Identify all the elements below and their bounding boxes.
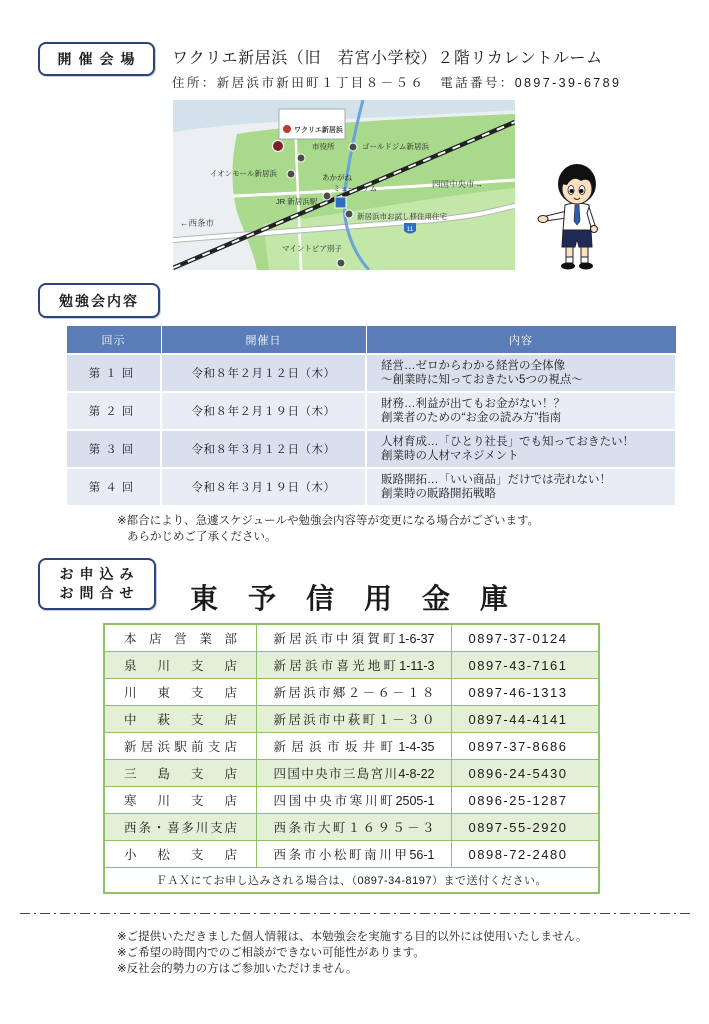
mascot-left-sock bbox=[566, 257, 573, 263]
branch-address-cell bbox=[256, 624, 451, 652]
saijo-label: ←西条市 bbox=[180, 218, 215, 228]
branch-address-cell bbox=[256, 733, 451, 760]
branch-phone: 0897-37-0124 bbox=[451, 624, 599, 652]
station-icon bbox=[335, 197, 346, 208]
table-row bbox=[66, 392, 676, 430]
branch-name: 西条・喜多川支店 bbox=[124, 821, 237, 835]
branch-phone: 0897-55-2920 bbox=[451, 814, 599, 841]
branch-name-cell bbox=[104, 733, 256, 760]
mascot-right-pupil bbox=[580, 189, 584, 193]
branch-name-cell bbox=[104, 787, 256, 814]
table-row bbox=[104, 814, 599, 841]
branch-address-cell bbox=[256, 841, 451, 868]
bank-name: 東予信用金庫 bbox=[190, 582, 539, 615]
content-line-2: 創業者のための“お金の読み方”指南 bbox=[381, 412, 562, 424]
branch-address-cell bbox=[256, 652, 451, 679]
aeon-marker bbox=[287, 170, 295, 178]
branch-address-cell bbox=[256, 706, 451, 733]
branch-table bbox=[103, 623, 600, 894]
contact-heading-line-1: お申込み bbox=[59, 566, 140, 582]
shikokuchuo-label: 四国中央市→ bbox=[432, 179, 484, 189]
table-row bbox=[104, 624, 599, 652]
session-cell: 第４回 bbox=[66, 468, 161, 506]
branch-name-cell bbox=[104, 652, 256, 679]
mascot-right-leg bbox=[581, 247, 588, 258]
branch-address: 西条市小松町南川甲56-1 bbox=[273, 848, 435, 862]
schedule-table bbox=[65, 325, 677, 507]
date-cell: 令和８年２月１９日（木） bbox=[161, 392, 366, 430]
session-cell: 第２回 bbox=[66, 392, 161, 430]
table-row bbox=[104, 706, 599, 733]
schedule-heading-box bbox=[38, 283, 160, 318]
content-line-1: 経営…ゼロからわかる経営の全体像 bbox=[381, 360, 565, 372]
table-row bbox=[104, 841, 599, 868]
branch-phone: 0896-24-5430 bbox=[451, 760, 599, 787]
branch-address: 四国中央市寒川町2505-1 bbox=[273, 794, 435, 808]
branch-phone: 0897-46-1313 bbox=[451, 679, 599, 706]
branch-address: 新居浜市中萩町１－３０ bbox=[273, 713, 435, 727]
content-cell bbox=[366, 354, 676, 392]
venue-pin-icon bbox=[273, 141, 284, 152]
branch-name: 三島支店 bbox=[124, 767, 237, 781]
date-cell: 令和８年３月１２日（木） bbox=[161, 430, 366, 468]
minetopia-marker bbox=[337, 259, 345, 267]
branch-name-cell bbox=[104, 624, 256, 652]
schedule-heading: 勉強会内容 bbox=[59, 292, 139, 309]
branch-address: 新居浜市喜光地町1-11-3 bbox=[273, 659, 435, 673]
header-date: 開催日 bbox=[161, 326, 366, 355]
table-row bbox=[104, 760, 599, 787]
contact-heading-line-2: お問合せ bbox=[59, 585, 140, 601]
branch-phone: 0897-37-8686 bbox=[451, 733, 599, 760]
venue-name: ワクリエ新居浜（旧 若宮小学校）２階リカレントルーム bbox=[172, 50, 603, 67]
station-label: JR 新居浜駅 bbox=[276, 197, 318, 206]
schedule-header-row bbox=[66, 326, 676, 355]
content-line-2: 創業時の人材マネジメント bbox=[381, 450, 519, 462]
map-logo-label: ワクリエ新居浜 bbox=[294, 127, 343, 134]
mascot-left-shoe bbox=[561, 263, 575, 270]
table-row bbox=[66, 430, 676, 468]
mascot-boy-illustration bbox=[537, 155, 613, 273]
mascot-right-sock bbox=[581, 257, 588, 263]
trial-housing-label: 新居浜市お試し移住用住宅 bbox=[357, 212, 447, 221]
city-hall-label: 市役所 bbox=[312, 142, 335, 151]
branch-address: 新居浜市中須賀町1-6-37 bbox=[273, 632, 435, 646]
branch-name-cell bbox=[104, 679, 256, 706]
branch-phone: 0898-72-2480 bbox=[451, 841, 599, 868]
footer-note: ※ご提供いただきました個人情報は、本勉強会を実施する目的以外には使用いたしません。 bbox=[117, 931, 588, 943]
branch-name: 新居浜駅前支店 bbox=[124, 740, 237, 754]
date-cell: 令和８年２月１２日（木） bbox=[161, 354, 366, 392]
content-line-2: 創業時の販路開拓戦略 bbox=[381, 488, 496, 500]
branch-address: 新居浜市郷２－６－１８ bbox=[273, 686, 435, 700]
fax-note: ＦＡＸにてお申し込みされる場合は、（0897-34-8197）まで送付ください。 bbox=[104, 868, 599, 894]
table-row bbox=[66, 354, 676, 392]
museum-marker bbox=[323, 192, 331, 200]
table-row bbox=[104, 733, 599, 760]
branch-phone: 0897-44-4141 bbox=[451, 706, 599, 733]
trial-housing-marker bbox=[345, 210, 353, 218]
branch-name-cell bbox=[104, 706, 256, 733]
branch-name: 寒川支店 bbox=[124, 794, 237, 808]
content-line-1: 財務…利益が出てもお金がない！？ bbox=[381, 398, 565, 410]
mascot-tie bbox=[574, 205, 580, 225]
content-cell bbox=[366, 392, 676, 430]
branch-name: 中萩支店 bbox=[124, 713, 237, 727]
branch-phone: 0897-43-7161 bbox=[451, 652, 599, 679]
schedule-note-line-1: ※都合により、急遽スケジュールや勉強会内容等が変更になる場合がございます。 bbox=[117, 515, 540, 527]
table-row bbox=[104, 652, 599, 679]
session-cell: 第１回 bbox=[66, 354, 161, 392]
branch-address: 四国中央市三島宮川4-8-22 bbox=[273, 767, 435, 781]
table-row bbox=[66, 468, 676, 506]
branch-name-cell bbox=[104, 841, 256, 868]
route-number: 11 bbox=[406, 226, 414, 233]
branch-phone: 0896-25-1287 bbox=[451, 787, 599, 814]
museum-label-2: ミュージアム bbox=[333, 184, 378, 193]
branch-name-cell bbox=[104, 760, 256, 787]
footer-note: ※ご希望の時間内でのご相談ができない可能性があります。 bbox=[117, 947, 425, 959]
branch-address-cell bbox=[256, 679, 451, 706]
branch-address: 新居浜市坂井町1-4-35 bbox=[273, 740, 435, 754]
mascot-hand-icon bbox=[538, 216, 548, 223]
gold-gym-marker bbox=[349, 143, 357, 151]
fax-row bbox=[104, 868, 599, 894]
museum-label-1: あかがね bbox=[322, 173, 352, 182]
content-line-1: 販路開拓…「いい商品」だけでは売れない！ bbox=[381, 474, 611, 486]
mascot-shorts bbox=[562, 230, 592, 247]
branch-address: 西条市大町１６９５－３ bbox=[273, 821, 435, 835]
header-session: 回示 bbox=[66, 326, 161, 355]
dash-dot-divider bbox=[20, 912, 690, 915]
footer-notes bbox=[117, 929, 587, 977]
header-content: 内容 bbox=[366, 326, 676, 355]
content-line-1: 人材育成…「ひとり社長」でも知っておきたい！ bbox=[381, 436, 634, 448]
branch-address-cell bbox=[256, 760, 451, 787]
table-row bbox=[104, 679, 599, 706]
mascot-right-shoe bbox=[579, 263, 593, 270]
logo-flower-icon bbox=[283, 125, 291, 133]
minetopia-label: マイントピア別子 bbox=[282, 244, 342, 253]
session-cell: 第３回 bbox=[66, 430, 161, 468]
venue-map bbox=[173, 100, 515, 270]
venue-heading: 開催会場 bbox=[57, 51, 142, 67]
mascot-left-leg bbox=[566, 247, 573, 258]
branch-address-cell bbox=[256, 814, 451, 841]
branch-name: 小松支店 bbox=[124, 848, 237, 862]
contact-heading-box bbox=[38, 558, 156, 610]
branch-name: 本店営業部 bbox=[124, 632, 237, 646]
map-logo-box bbox=[279, 109, 345, 139]
schedule-note-line-2: あらかじめご了承ください。 bbox=[127, 531, 277, 543]
branch-address-cell bbox=[256, 787, 451, 814]
gold-gym-label: ゴールドジム新居浜 bbox=[362, 142, 430, 151]
content-line-2: ～創業時に知っておきたい5つの視点～ bbox=[381, 374, 583, 386]
branch-name: 泉川支店 bbox=[124, 659, 237, 673]
mascot-left-pupil bbox=[570, 189, 574, 193]
city-hall-marker bbox=[297, 154, 305, 162]
branch-name-cell bbox=[104, 814, 256, 841]
content-cell bbox=[366, 430, 676, 468]
date-cell: 令和８年３月１９日（木） bbox=[161, 468, 366, 506]
content-cell bbox=[366, 468, 676, 506]
venue-address: 住所：新居浜市新田町１丁目８－５６ 電話番号：0897-39-6789 bbox=[172, 76, 622, 90]
venue-heading-box bbox=[38, 42, 155, 76]
aeon-label: イオンモール新居浜 bbox=[210, 169, 277, 178]
branch-name: 川東支店 bbox=[124, 686, 237, 700]
table-row bbox=[104, 787, 599, 814]
footer-note: ※反社会的勢力の方はご参加いただけません。 bbox=[117, 963, 358, 975]
